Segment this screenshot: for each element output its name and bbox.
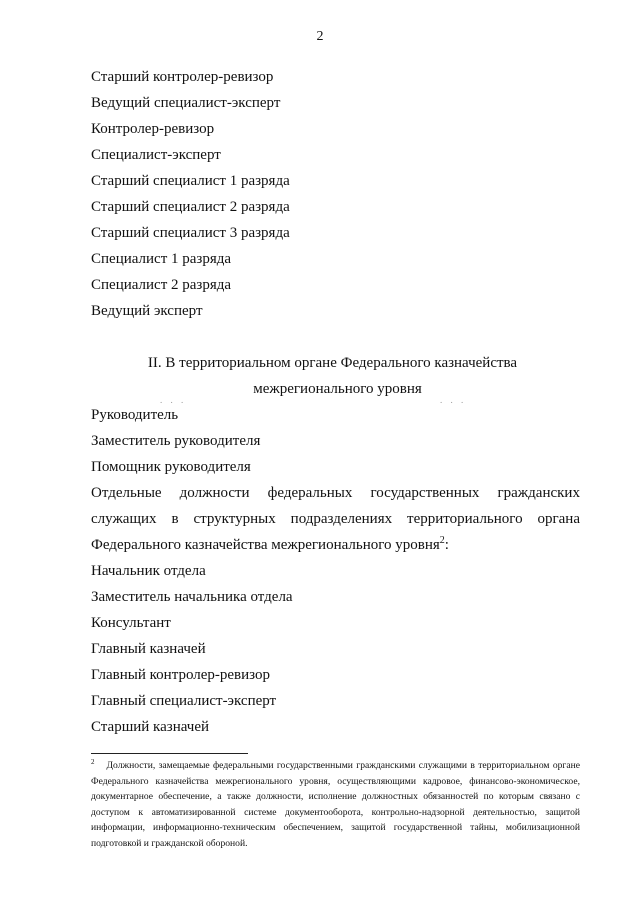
footnote-separator [91,753,248,754]
position-item: Консультант [91,615,171,631]
section-heading-continued: межрегионального уровня [253,381,422,397]
position-item: Старший специалист 3 разряда [91,225,290,241]
position-item: Ведущий эксперт [91,303,203,319]
position-item: Старший контролер-ревизор [91,69,274,85]
footnote-reference: 2 [439,535,445,546]
position-item: Специалист-эксперт [91,147,221,163]
position-item: Старший специалист 1 разряда [91,173,290,189]
position-item: Старший специалист 2 разряда [91,199,290,215]
position-item: Помощник руководителя [91,459,251,475]
position-item: Контролер-ревизор [91,121,215,137]
position-item: Главный контролер-ревизор [91,667,270,683]
paragraph-line-last [91,537,449,554]
position-item: Заместитель начальника отдела [91,589,293,605]
position-item: Руководитель [91,407,179,423]
footnote [91,758,580,852]
position-item: Старший казначей [91,719,210,735]
page-number: 2 [316,29,324,44]
position-item: Главный специалист-эксперт [91,693,277,709]
position-item: Заместитель руководителя [91,433,261,449]
footnote-mark: 2 [91,757,95,766]
position-item: Начальник отдела [91,563,206,579]
footnote-text: Должности, замещаемые федеральными государственными гражданскими служащими в территориальном органе Федерального казначейства межрегионального уровня, осуществляющими кадровое, финансово-экономическое, документарное обеспечение, а также должности, исполнение должностных обязанностей по которым связано с доступом к автоматизированной системе документооборота, контрольно-надзорной деятельностью, защитой информации, информационно-техническим обеспечением, защитой государственной тайны, мобилизационной подготовкой и гражданской обороной. [91,760,580,849]
paragraph-line: служащих в структурных подразделениях территориального органа [91,511,580,527]
section-heading: II. В территориальном органе Федерального казначейства [147,355,518,371]
scan-speck: . . . [440,395,467,405]
position-item: Ведущий специалист-эксперт [91,95,281,111]
paragraph-line: Отдельные должности федеральных государственных гражданских [91,485,580,501]
position-item: Специалист 1 разряда [91,251,232,267]
scan-speck: . . . [160,395,187,405]
position-item: Специалист 2 разряда [91,277,232,293]
position-item: Главный казначей [91,641,206,657]
paragraph-punctuation: : [444,537,449,553]
paragraph-text: Федерального казначейства межрегионального уровня [91,537,440,553]
